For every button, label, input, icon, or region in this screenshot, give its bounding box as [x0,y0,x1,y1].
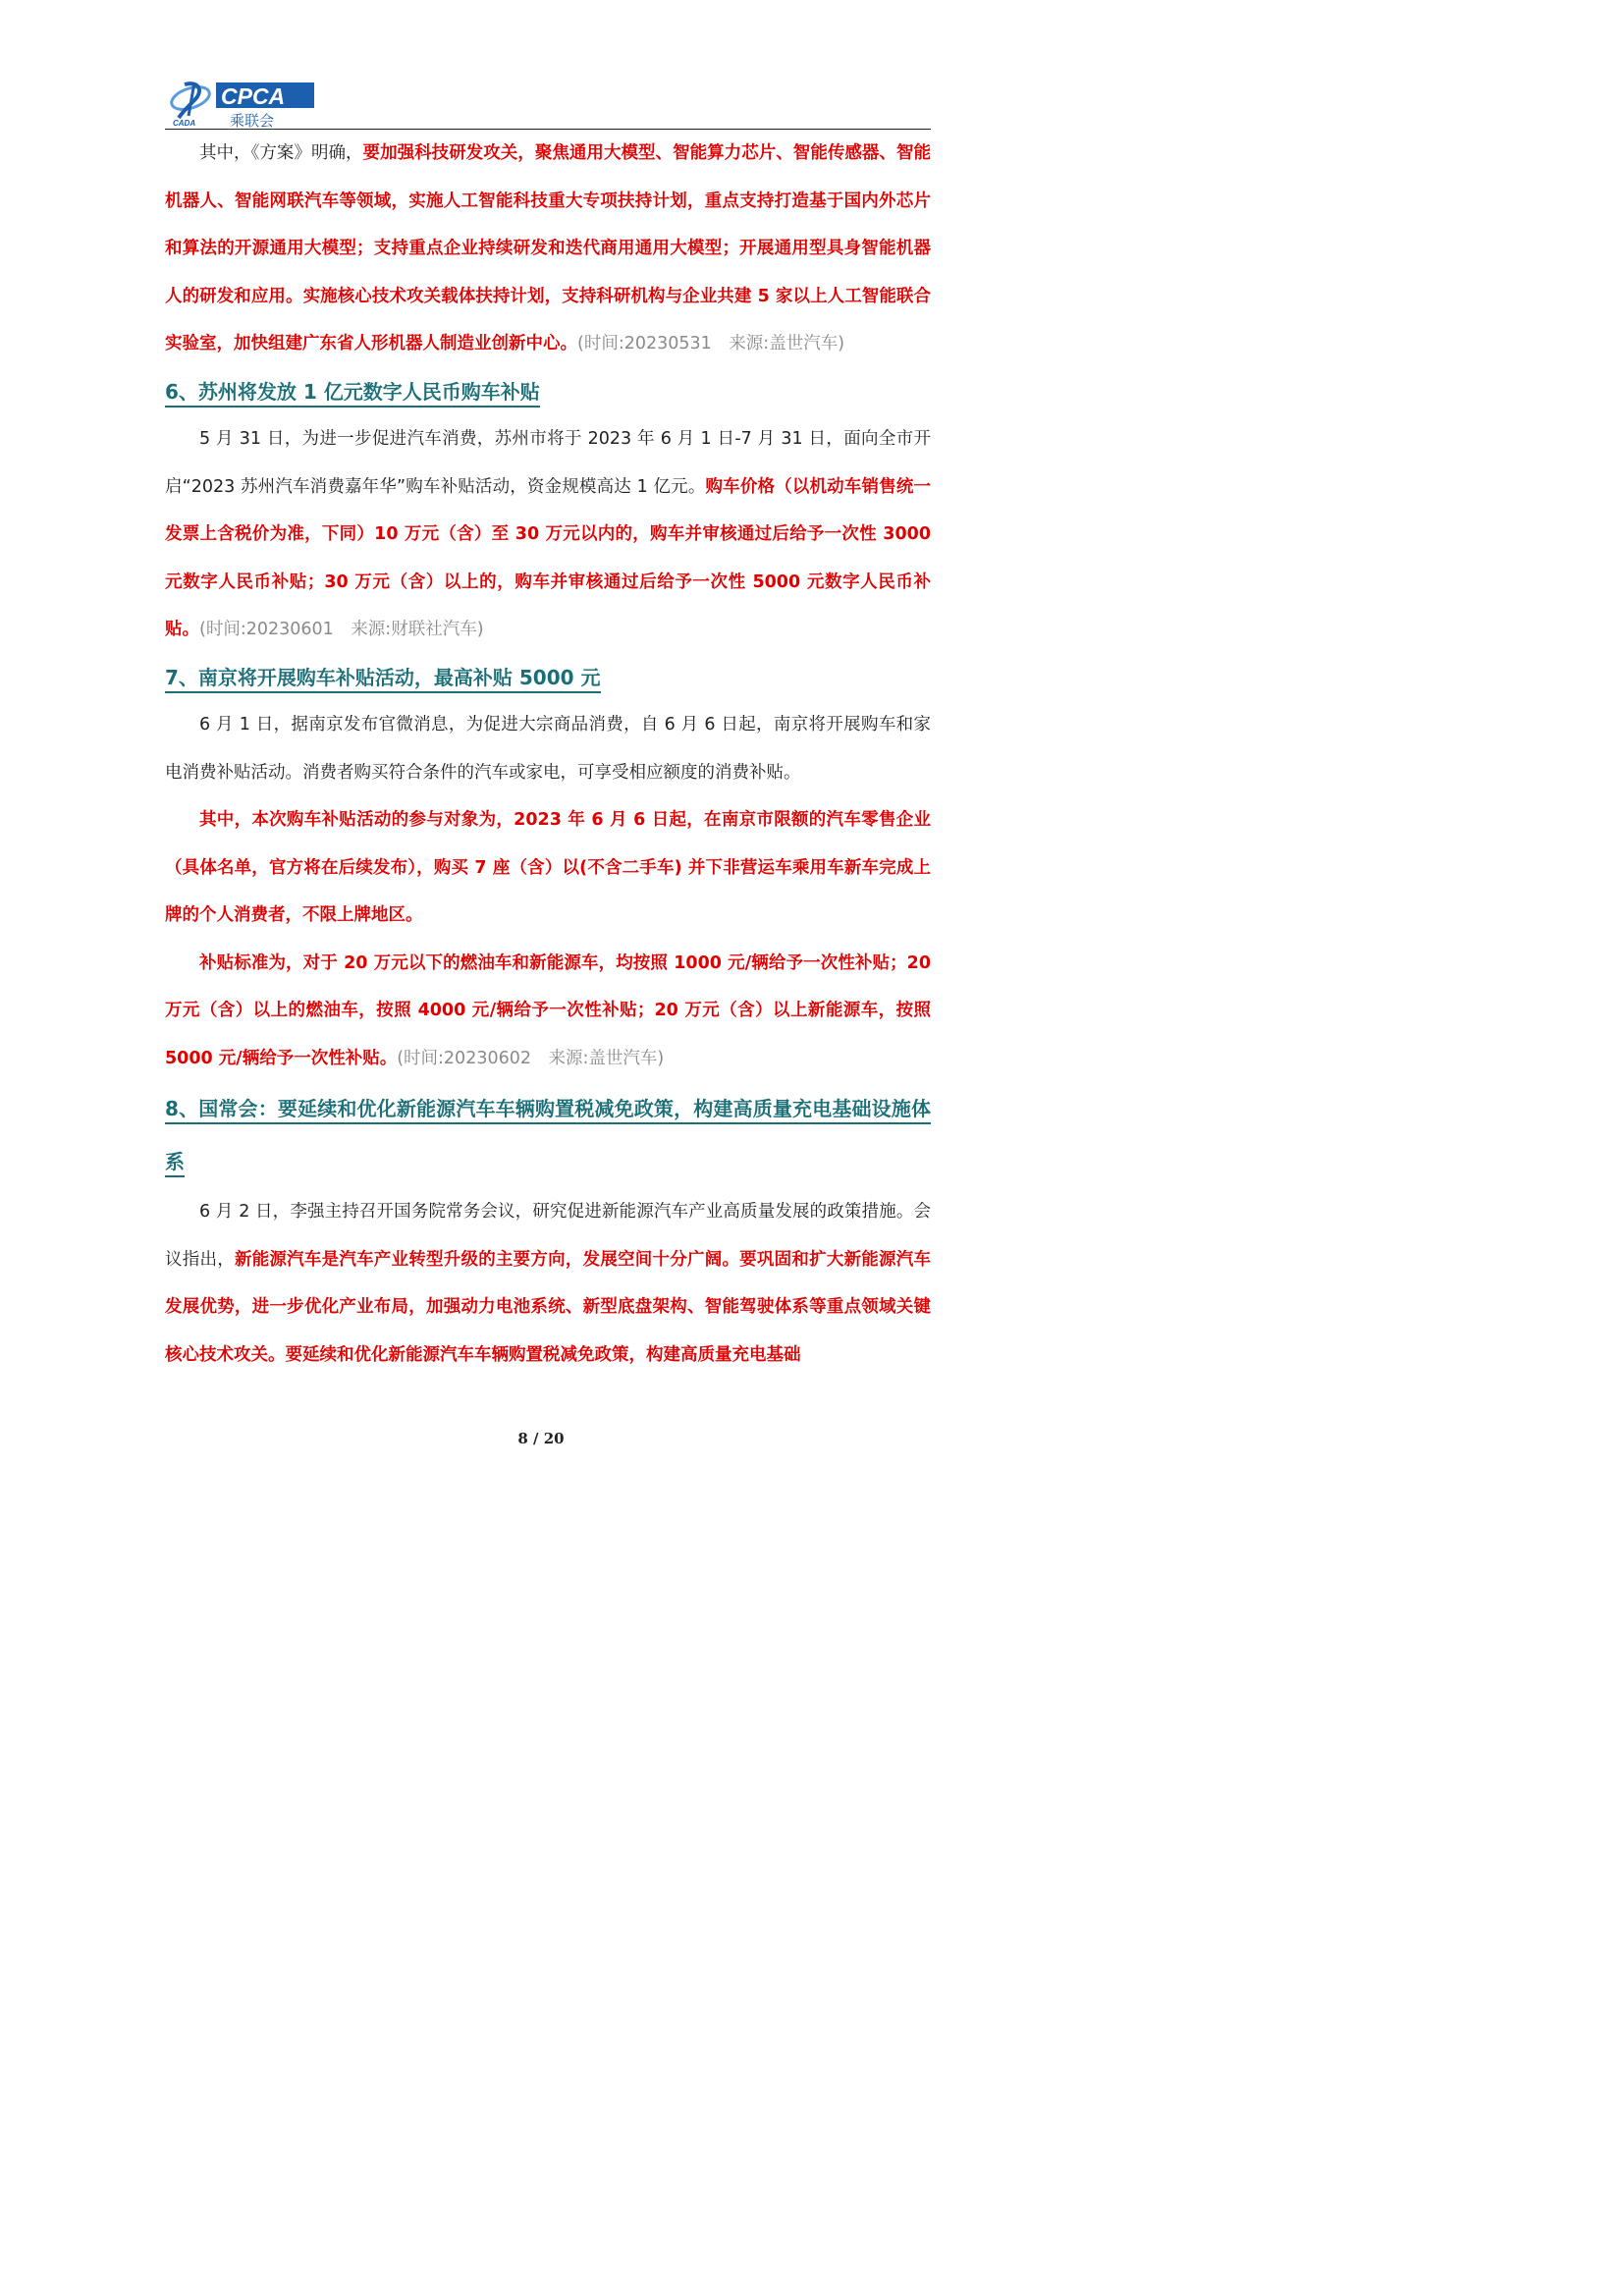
highlight-text: 补贴标准为，对于 20 万元以下的燃油车和新能源车，均按照 1000 元/辆给予一次性补贴；20 万元（含）以上的燃油车，按照 4000 元/辆给予一次性补贴；20 万元（含）以上新能源车，按照 5000 元/辆给予一次性补贴。 [165,952,931,1068]
paragraph-lead: 其中，《方案》明确， [199,143,363,163]
paragraph-nanjing-eligibility: 其中，本次购车补贴活动的参与对象为，2023 年 6 月 6 日起，在南京市限额的汽车零售企业（具体名单，官方将在后续发布），购买 7 座（含）以(不含二手车) 并下非营运车乘用车新车完成上牌的个人消费者，不限上牌地区。 [165,810,931,925]
page-header [165,77,931,130]
section-heading-6: 6、苏州将发放 1 亿元数字人民币购车补贴 [165,368,931,416]
logo-cn-text: 乘联会 [230,112,275,128]
section-heading-8: 8、国常会：要延续和优化新能源汽车车辆购置税减免政策，构建高质量充电基础设施体系 [165,1082,931,1188]
logo-small-text: CADA [173,119,196,128]
article-body [165,130,931,1379]
page-number: 8 / 20 [517,1430,565,1447]
source-note: (时间:20230602 来源:盖世汽车) [397,1048,665,1068]
paragraph-nanjing-standard [165,940,931,1083]
logo-cpca-text: CPCA [221,83,286,109]
section-heading-7: 7、南京将开展购车补贴活动，最高补贴 5000 元 [165,654,931,702]
paragraph-nanjing-intro: 6 月 1 日，据南京发布官微消息，为促进大宗商品消费，自 6 月 6 日起，南京将开展购车和家电消费补贴活动。消费者购买符合条件的汽车或家电，可享受相应额度的消费补贴。 [165,715,931,783]
highlight-text: 要加强科技研发攻关，聚焦通用大模型、智能算力芯片、智能传感器、智能机器人、智能网联汽车等领域，实施人工智能科技重大专项扶持计划，重点支持打造基于国内外芯片和算法的开源通用大模型；支持重点企业持续研发和迭代商用通用大模型；开展通用型具身智能机器人的研发和应用。实施核心技术攻关载体扶持计划，支持科研机构与企业共建 5 家以上人工智能联合实验室，加快组建广东省人形机器人制造业创新中心。 [165,143,931,354]
source-note: (时间:20230531 来源:盖世汽车) [577,334,845,354]
paragraph-suzhou-subsidy [165,415,931,654]
highlight-text: 购车价格（以机动车销售统一发票上含税价为准，下同）10 万元（含）至 30 万元以内的，购车并审核通过后给予一次性 3000 元数字人民币补贴；30 万元（含）以上的，购车并审核通过后给予一次性 5000 元数字人民币补贴。 [165,476,931,639]
paragraph-guangdong-plan [165,130,931,368]
highlight-text: 新能源汽车是汽车产业转型升级的主要方向，发展空间十分广阔。要巩固和扩大新能源汽车发展优势，进一步优化产业布局，加强动力电池系统、新型底盘架构、智能驾驶体系等重点领域关键核心技术攻关。要延续和优化新能源汽车车辆购置税减免政策，构建高质量充电基础 [165,1249,932,1365]
source-note: (时间:20230601 来源:财联社汽车) [199,620,484,639]
paragraph-lead: 5 月 31 日，为进一步促进汽车消费，苏州市将于 2023 年 6 月 1 日-7 月 31 日，面向全市开启“2023 苏州汽车消费嘉年华”购车补贴活动，资金规模高达 1 亿元。 [165,429,931,497]
paragraph-state-council [165,1188,931,1379]
cpca-logo [165,77,322,128]
paragraph-lead: 6 月 2 日，李强主持召开国务院常务会议，研究促进新能源汽车产业高质量发展的政策措施。会议指出， [165,1202,931,1270]
